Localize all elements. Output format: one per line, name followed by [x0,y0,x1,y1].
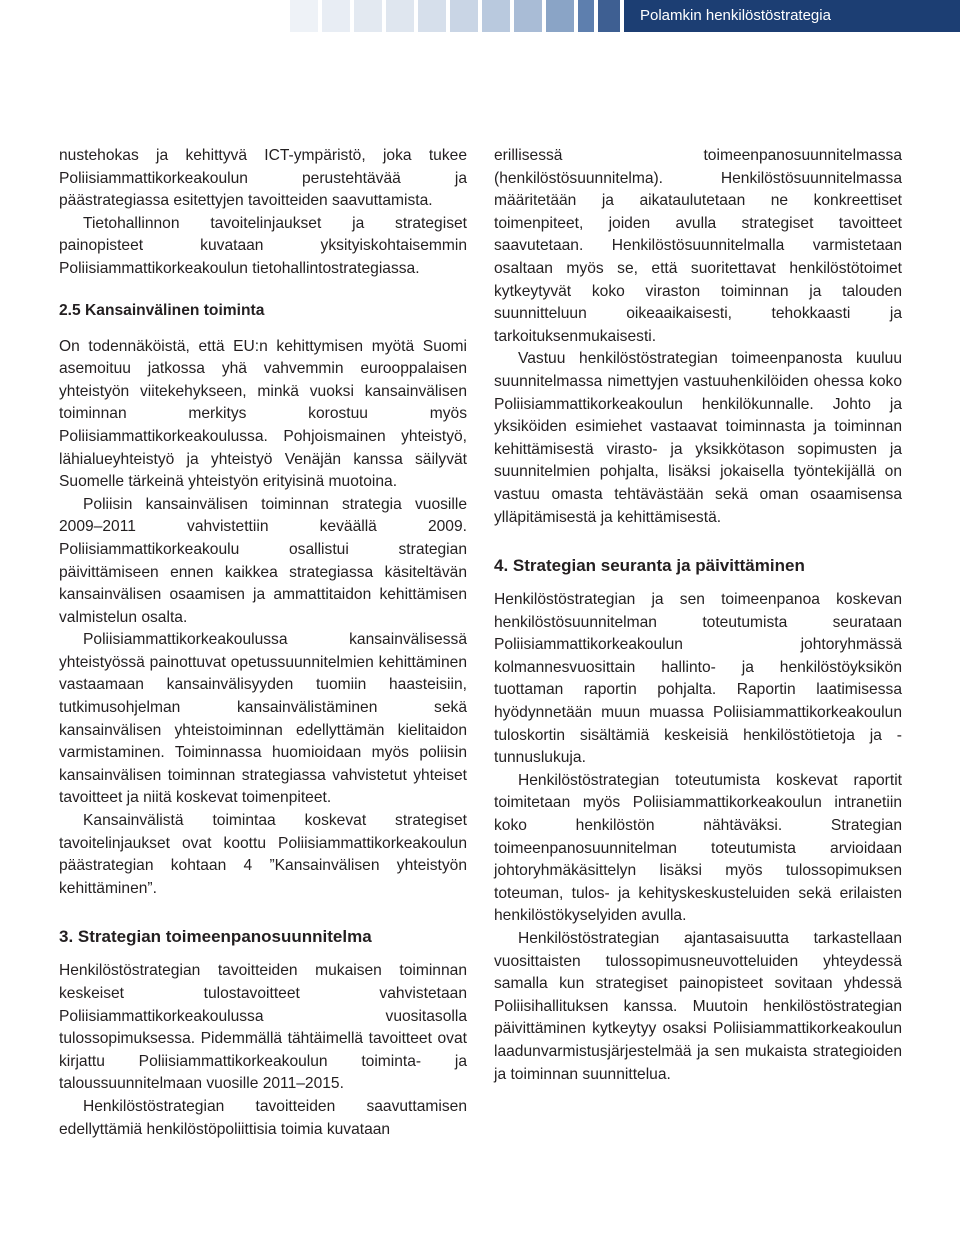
right-paragraph-2: Vastuu henkilöstöstrategian toimeenpanosta kuuluu suunnitelmassa nimettyjen vastuuhenkilöiden ohessa koko Poliisiammattikorkeakoulun henkilökunnalle. Johto ja yksiköiden esimiehet vastaavat toiminnasta ja toiminnan kehittämisestä virasto- ja yksikkötason sopimusten ja suunnitelmien pohjalta, lisäksi jokaisella työntekijällä on vastuu omasta tehtävästään sekä oman osaamisensa ylläpitämisestä ja kehittämisestä. [494,350,902,526]
header-square-10 [578,0,594,32]
right-paragraph-4: Henkilöstöstrategian toteutumista koskevat raportit toimitetaan myös Poliisiammattikorkeakoulun intranetiin koko henkilöstön nähtäväksi. Strategian toimeenpanosuunnitelman toteutumista arvioidaan johtoryhmäkäsittelyn lisäksi myös tulossopimuksen toteuman, tulos- ja kehityskeskusteluiden sekä erilaisten henkilöstökyselyiden avulla. [494,771,902,925]
header-square-6 [450,0,478,32]
left-column [59,145,467,1141]
left-paragraph-7: Henkilöstöstrategian tavoitteiden mukaisen toiminnan keskeiset tulostavoitteet vahvistetaan Poliisiammattikorkeakoulussa vuositasolla tulossopimuksessa. Pidemmällä tähtäimellä tavoitteet ovat kirjattu Poliisiammattikorkeakoulun toiminta- ja taloussuunnitelmaan vuosille 2011–2015. [59,962,467,1093]
left-paragraph-6: Kansainvälistä toimintaa koskevat strategiset tavoitelinjaukset ovat koottu Poliisiammattikorkeakoulun päästrategian kohtaan 4 ”Kansainvälisen yhteistyön kehittäminen”. [59,812,467,897]
left-paragraph-3: On todennäköistä, että EU:n kehittymisen myötä Suomi asemoituu jatkossa yhä vahvemmin eurooppalaisen yhteistyön viitekehykseen, minkä vuoksi kansainvälisen toiminnan merkitys korostuu myös Poliisiammattikorkeakoulussa. Pohjoismainen yhteistyö, lähialueyhteistyö ja yhteistyö Venäjän kanssa säilyvät Suomelle tärkeinä yhteistyön erityisinä muotoina. [59,337,467,491]
right-paragraph-5: Henkilöstöstrategian ajantasaisuutta tarkastellaan vuosittaisten tulossopimusneuvotteluiden yhteydessä samalla kun strategiset painopisteet sovitaan yhdessä Poliisihallituksen kanssa. Muutoin henkilöstöstrategian päivittäminen kytkeytyy osaksi Poliisiammattikorkeakoulun laadunvarmistusjärjestelmää ja sen mukaista strategioiden ja toiminnan suunnittelua. [494,930,902,1083]
section-heading-2-5: 2.5 Kansainvälinen toiminta [59,301,265,319]
right-paragraph-3: Henkilöstöstrategian ja sen toimeenpanoa koskevan henkilöstösuunnitelman toteutumista seurataan Poliisiammattikorkeakoulun johtoryhmässä kolmannesvuosittain hallinto- ja henkilöstöyksikön tuottaman raportin pohjalta. Raportin laatimisessa hyödynnetään muun muassa Poliisiammattikorkeakoulun tuloskortin sisältämiä keskeisiä henkilöstötietoja ja -tunnuslukuja. [494,591,902,767]
header-square-4 [386,0,414,32]
section-heading-3: 3. Strategian toimeenpanosuunnitelma [59,927,372,947]
header-square-7 [482,0,510,32]
left-paragraph-1: nustehokas ja kehittyvä ICT-ympäristö, joka tukee Poliisiammattikorkeakoulun perustehtävää ja päästrategiassa esitettyjen tavoitteiden saavuttamista. [59,147,467,210]
header-square-8 [514,0,542,32]
left-paragraph-2: Tietohallinnon tavoitelinjaukset ja strategiset painopisteet kuvataan yksityiskohtaisemmin Poliisiammattikorkeakoulun tietohallintostrategiassa. [59,214,467,277]
header-square-9 [546,0,574,32]
header-title: Polamkin henkilöstöstrategia [624,0,960,32]
left-paragraph-5: Poliisiammattikorkeakoulussa kansainvälisessä yhteistyössä painottuvat opetussuunnitelmien kehittäminen vastaamaan kansainvälisyyden tuomiin haasteisiin, tutkimusohjelman kansainvälistäminen sekä kansainvälisen yhteistoiminnan edellyttämän kielitaidon varmistaminen. Toiminnassa huomioidaan myös poliisin kansainvälisen toiminnan strategiassa vahvistetut yhteiset tavoitteet ja niitä koskevat toimenpiteet. [59,631,467,807]
header-square-11 [598,0,620,32]
right-column [494,145,902,1086]
header-square-3 [354,0,382,32]
section-heading-4: 4. Strategian seuranta ja päivittäminen [494,556,805,576]
left-paragraph-8: Henkilöstöstrategian tavoitteiden saavuttamisen edellyttämiä henkilöstöpoliittisia toimia kuvataan [59,1097,467,1138]
header-square-5 [418,0,446,32]
header-square-1 [290,0,318,32]
header-square-2 [322,0,350,32]
left-paragraph-4: Poliisin kansainvälisen toiminnan strategia vuosille 2009–2011 vahvistettiin keväällä 2009. Poliisiammattikorkeakoulu osallistui strategian päivittämiseen ennen kaikkea strategiassa käsiteltävän kansainvälisen osaamisen ja ammattitaidon kehittämisen valmistelun osalta. [59,495,467,626]
right-paragraph-1: erillisessä toimeenpanosuunnitelmassa (henkilöstösuunnitelma). Henkilöstösuunnitelmassa määritetään ja aikataulutetaan ne konkreettiset toimenpiteet, joiden avulla strategiset tavoitteet saavutetaan. Henkilöstösuunnitelmalla varmistetaan osaltaan myös se, että suoritettavat henkilöstötoimet kytkeytyvät koko viraston toiminnan ja talouden suunnitteluun oikeaaikaisesti, tehokkaasti ja tarkoituksenmukaisesti. [494,147,902,345]
